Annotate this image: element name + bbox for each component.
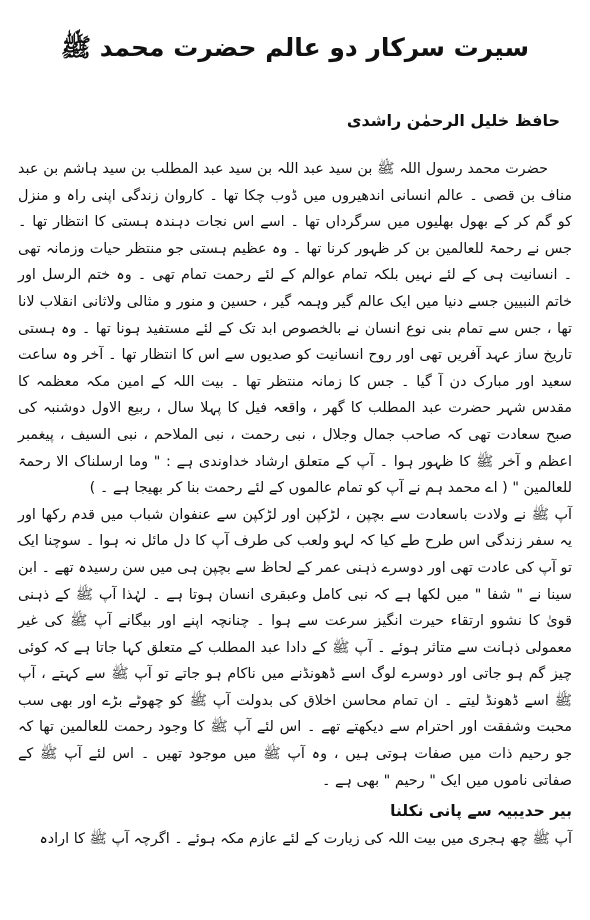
article-title: سیرت سرکار دو عالم حضرت محمد ﷺ — [60, 33, 530, 62]
author-name: حافظ خلیل الرحمٰن راشدی — [346, 111, 560, 130]
closing-paragraph: آپ ﷺ چھ ہجری میں بیت اللہ کی زیارت کے لئے عازم مکہ ہوئے ۔ اگرچہ آپ ﷺ کا ارادہ — [39, 831, 572, 848]
section-heading: بیر حدیبیہ سے پانی نکلنا — [390, 802, 572, 821]
body-paragraph-2: آپ ﷺ نے ولادت باسعادت سے بچپن ، لڑکپن اور لڑکپن سے عنفوان شباب میں قدم رکھا اور یہ سفر زندگی اس طرح طے کیا کہ لہو ولعب کی طرف آپ کا دل مائل نہ ہوا ۔ سوچنا ایک تو آپ کی عادت تھی اور دوسرے ذہنی عمر کے لحاظ سے بچپن ہی میں سن رسیدہ تھے ۔ ابن سینا نے " شفا " میں لکھا ہے کہ نبی کامل وعبقری انسان ہوتا ہے ۔ لہٰذا آپ ﷺ کے ذہنی قویٰ کا نشوو ارتقاء حیرت انگیز سرعت سے ہوا ۔ چنانچہ اپنے اور بیگانے آپ ﷺ کی غیر معمولی ذہانت سے متاثر ہوئے ۔ آپ ﷺ کے دادا عبد المطلب کے متعلق کہا جاتا ہے کہ کوئی چیز گم ہو جاتی اور دوسرے لوگ اسے ڈھونڈنے میں ناکام ہو جاتے تو آپ ﷺ سے کہتے ، آپ ﷺ اسے ڈھونڈ لیتے ۔ ان تمام محاسن اخلاق کی بدولت آپ ﷺ کو چھوٹے بڑے اور بھی سب محبت وشفقت اور احترام سے دیکھتے تھے ۔ اس لئے آپ ﷺ کا وجود رحمت للعالمین تھا کہ جو رحیم ذات میں صفات ہوتی ہیں ، وہ آپ ﷺ میں موجود تھیں ۔ اس لئے آپ ﷺ کے صفاتی ناموں میں ایک " رحیم " بھی ہے ۔ — [18, 506, 572, 789]
body-paragraph-1: حضرت محمد رسول اللہ ﷺ بن سید عبد اللہ بن سید عبد المطلب بن سید ہاشم بن عبد مناف بن قصی ۔ عالم انسانی اندھیروں میں ڈوب چکا تھا ۔ کاروان زندگی اپنی راہ و منزل کو گم کر کے بھول بھلیوں میں سرگرداں تھا ۔ اسے اس نجات دہندہ ہستی کا انتظار تھا ۔ جس نے رحمۃ للعالمین بن کر ظہور کرنا تھا ۔ وہ عظیم ہستی جو منتظر حیات وزمانہ تھی ۔ انسانیت ہی کے لئے نہیں بلکہ تمام عوالم کے لئے رحمت تمام تھی ۔ وہ ختم الرسل اور خاتم النبیین جسے دنیا میں ایک عالم گیر وہمہ گیر ، حسین و منور و مثالی ولاثانی انقلاب لانا تھا ، جس سے تمام بنی نوع انسان نے بالخصوص ابد تک کے لئے مستفید ہونا تھا ۔ وہ ہستی تاریخ ساز عہد آفریں تھی اور روح انسانیت کو صدیوں سے اس کا انتظار تھا ۔ آخر وہ ساعت سعید اور مبارک دن آ گیا ۔ جس کا زمانہ منتظر تھا ۔ بیت اللہ کے امین مکہ معظمہ کا مقدس شہر حضرت عبد المطلب کا گھر ، واقعہ فیل کا پہلا سال ، ربیع الاول دوشنبہ کی صبح سعادت تھی کہ صاحب جمال وجلال ، نبی رحمت ، نبی الملاحم ، نبی السیف ، پیغمبر اعظم و آخر ﷺ کا ظہور ہوا ۔ آپ کے متعلق ارشاد خداوندی ہے : " وما ارسلناک الا رحمۃ للعالمین " ( اے محمد ہم نے آپ کو تمام عالموں کے لئے رحمت بنا کر بھیجا ہے ۔ ) — [18, 161, 572, 497]
